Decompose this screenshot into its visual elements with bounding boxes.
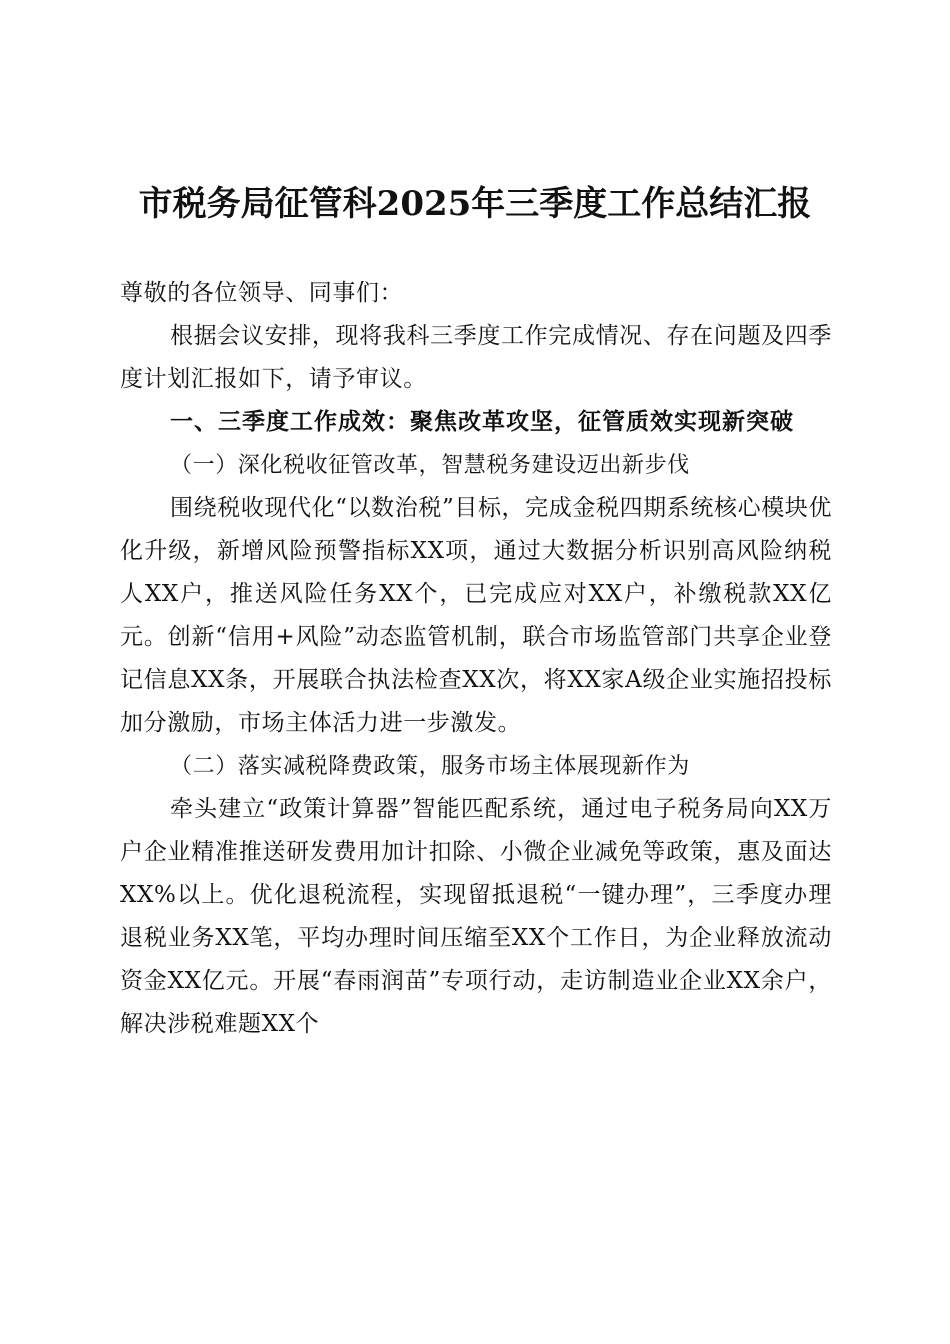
subsection-heading-1: （一）深化税收征管改革，智慧税务建设迈出新步伐 [170,453,690,478]
document-title: 市税务局征管科2025年三季度工作总结汇报 [138,184,812,224]
document-body [120,272,832,1046]
subsection-paragraph-1: 围绕税收现代化“以数治税”目标，完成金税四期系统核心模块优化升级，新增风险预警指标XX项，通过大数据分析识别高风险纳税人XX户，推送风险任务XX个，已完成应对XX户，补缴税款XX亿元。创新“信用+风险”动态监管机制，联合市场监管部门共享企业登记信息XX条，开展联合执法检查XX次，将XX家A级企业实施招投标加分激励，市场主体活力进一步激发。 [120,495,832,736]
subsection-paragraph-2: 牵头建立“政策计算器”智能匹配系统，通过电子税务局向XX万户企业精准推送研发费用加计扣除、小微企业减免等政策，惠及面达XX%以上。优化退税流程，实现留抵退税“一键办理”，三季度办理退税业务XX笔，平均办理时间压缩至XX个工作日，为企业释放流动资金XX亿元。开展“春雨润苗”专项行动，走访制造业企业XX余户，解决涉税难题XX个 [120,796,832,1037]
subsection-heading-2: （二）落实减税降费政策，服务市场主体展现新作为 [170,754,690,779]
intro-paragraph: 根据会议安排，现将我科三季度工作完成情况、存在问题及四季度计划汇报如下，请予审议。 [120,323,832,392]
section-heading-1: 一、三季度工作成效：聚焦改革攻坚，征管质效实现新突破 [170,409,794,435]
greeting: 尊敬的各位领导、同事们： [120,280,404,306]
